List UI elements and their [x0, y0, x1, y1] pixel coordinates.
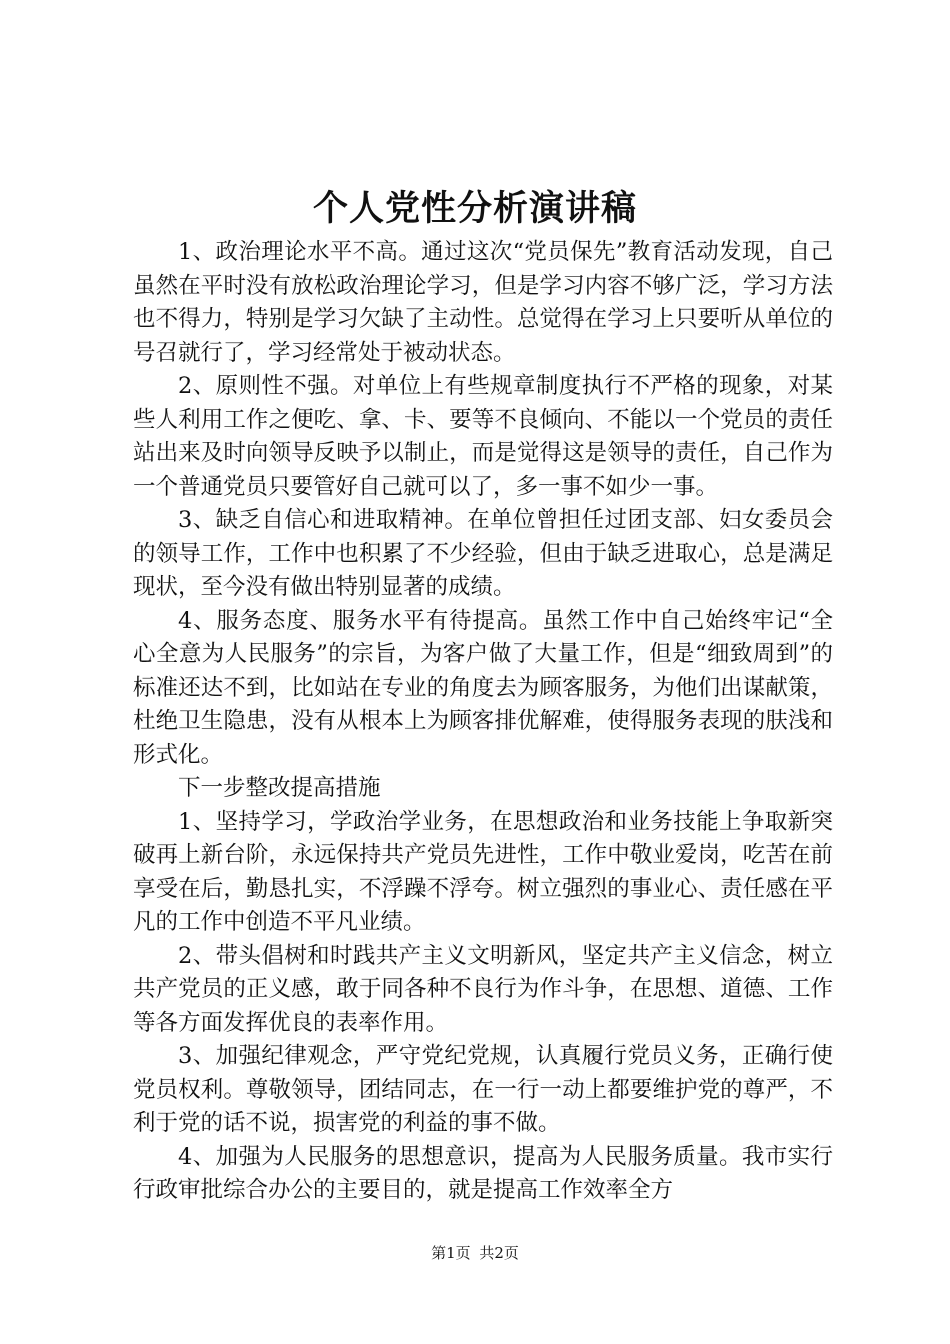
paragraph: 2、原则性不强。对单位上有些规章制度执行不严格的现象，对某些人利用工作之便吃、拿、卡、要等不良倾向、不能以一个党员的责任站出来及时向领导反映予以制止，而是觉得这是领导的责任，自己作为一个普通党员只要管好自己就可以了，多一事不如少一事。	[133, 373, 833, 500]
paragraph: 4、加强为人民服务的思想意识，提高为人民服务质量。我市实行行政审批综合办公的主要目的，就是提高工作效率全方	[133, 1143, 833, 1203]
paragraph: 3、加强纪律观念，严守党纪党规，认真履行党员义务，正确行使党员权利。尊敬领导，团结同志，在一行一动上都要维护党的尊严，不利于党的话不说，损害党的利益的事不做。	[133, 1043, 833, 1136]
document-body	[133, 236, 833, 1208]
paragraph: 2、带头倡树和时践共产主义文明新风，坚定共产主义信念，树立共产党员的正义感，敢于同各种不良行为作斗争，在思想、道德、工作等各方面发挥优良的表率作用。	[133, 942, 833, 1036]
section-heading: 下一步整改提高措施	[178, 775, 381, 801]
paragraph: 1、坚持学习，学政治学业务，在思想政治和业务技能上争取新突破再上新台阶，永远保持共产党员先进性，工作中敬业爱岗，吃苦在前享受在后，勤恳扎实，不浮躁不浮夸。树立强烈的事业心、责任感在平凡的工作中创造不平凡业绩。	[133, 808, 833, 935]
paragraph: 4、服务态度、服务水平有待提高。虽然工作中自己始终牢记“全心全意为人民服务”的宗旨，为客户做了大量工作，但是“细致周到”的标准还达不到，比如站在专业的角度去为顾客服务，为他们出谋献策，杜绝卫生隐患，没有从根本上为顾客排优解难，使得服务表现的肤浅和形式化。	[133, 607, 833, 768]
page-title: 个人党性分析演讲稿	[312, 188, 637, 229]
paragraph: 1、政治理论水平不高。通过这次“党员保先”教育活动发现，自己虽然在平时没有放松政治理论学习，但是学习内容不够广泛，学习方法也不得力，特别是学习欠缺了主动性。总觉得在学习上只要听从单位的号召就行了，学习经常处于被动状态。	[133, 239, 833, 366]
page-total: 共2页	[479, 1244, 519, 1262]
page-number: 第1页	[431, 1244, 471, 1262]
page-footer	[0, 1242, 950, 1264]
paragraph: 3、缺乏自信心和进取精神。在单位曾担任过团支部、妇女委员会的领导工作，工作中也积累了不少经验，但由于缺乏进取心，总是满足现状，至今没有做出特别显著的成绩。	[133, 507, 833, 600]
